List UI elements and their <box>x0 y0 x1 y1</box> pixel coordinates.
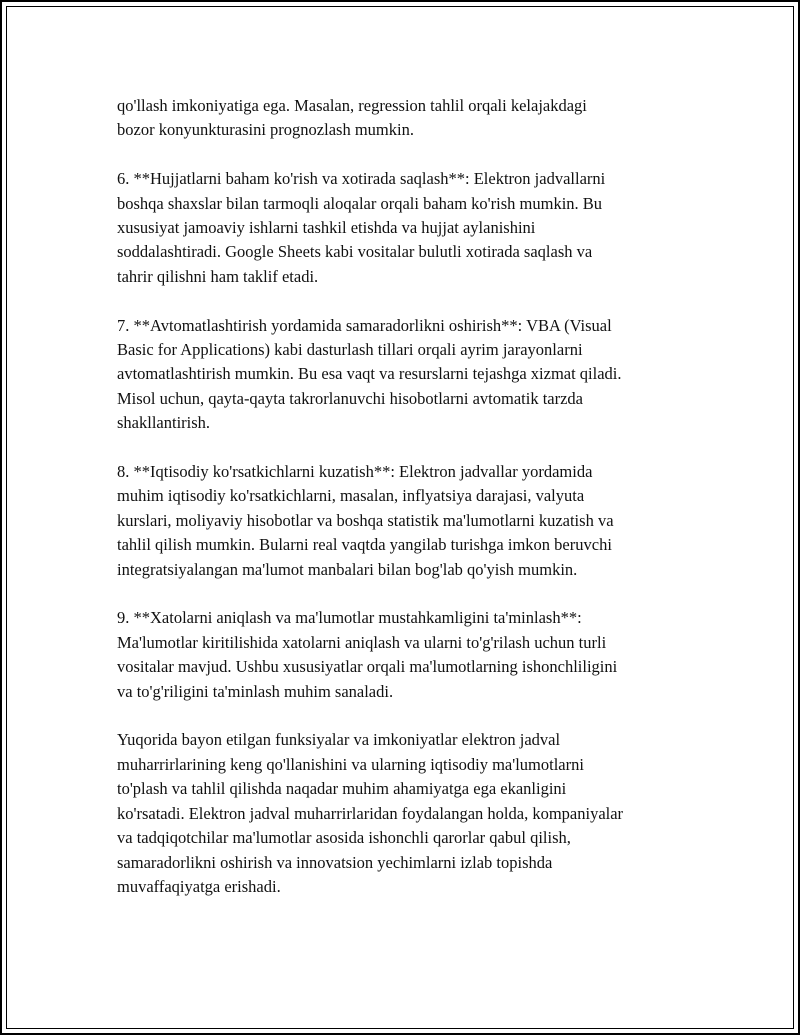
paragraph-item-7: 7. **Avtomatlashtirish yordamida samaradorlikni oshirish**: VBA (Visual Basic for Applications) kabi dasturlash tillari orqali ayrim jarayonlarni avtomatlashtirish mumkin. Bu esa vaqt va resurslarni tejashga xizmat qiladi. Misol uchun, qayta-qayta takrorlanuvchi hisobotlarni avtomatik tarzda shakllantirish. <box>117 315 622 433</box>
document-body <box>117 94 702 924</box>
paragraph-conclusion: Yuqorida bayon etilgan funksiyalar va imkoniyatlar elektron jadval muharrirlarining keng qo'llanishini va ularning iqtisodiy ma'lumotlarni to'plash va tahlil qilishda naqadar muhim ahamiyatga ega ekanligini ko'rsatadi. Elektron jadval muharrirlaridan foydalangan holda, kompaniyalar va tadqiqotchilar ma'lumotlar asosida ishonchli qarorlar qabul qilish, samaradorlikni oshirish va innovatsion yechimlarni izlab topishda muvaffaqiyatga erishadi. <box>117 730 624 896</box>
paragraph-item-6: 6. **Hujjatlarni baham ko'rish va xotirada saqlash**: Elektron jadvallarni boshqa shaxslar bilan tarmoqli aloqalar orqali baham ko'rish mumkin. Bu xususiyat jamoaviy ishlarni tashkil etishda va hujjat aylanishini soddalashtiradi. Google Sheets kabi vositalar bulutli xotirada saqlash va tahrir qilishni ham taklif etadi. <box>117 169 606 286</box>
paragraph-item-9: 9. **Xatolarni aniqlash va ma'lumotlar mustahkamligini ta'minlash**: Ma'lumotlar kiritilishida xatolarni aniqlash va ularni to'g'rilash uchun turli vositalar mavjud. Ushbu xususiyatlar orqali ma'lumotlarning ishonchliligini va to'g'riligini ta'minlash muhim sanaladi. <box>117 608 618 701</box>
paragraph-continuation: qo'llash imkoniyatiga ega. Masalan, regression tahlil orqali kelajakdagi bozor konyunkturasini prognozlash mumkin. <box>117 96 587 140</box>
paragraph-item-8: 8. **Iqtisodiy ko'rsatkichlarni kuzatish**: Elektron jadvallar yordamida muhim iqtisodiy ko'rsatkichlarni, masalan, inflyatsiya darajasi, valyuta kurslari, moliyaviy hisobotlar va boshqa statistik ma'lumotlarni kuzatish va tahlil qilish mumkin. Bularni real vaqtda yangilab turishga imkon beruvchi integratsiyalangan ma'lumot manbalari bilan bog'lab qo'yish mumkin. <box>117 462 614 579</box>
